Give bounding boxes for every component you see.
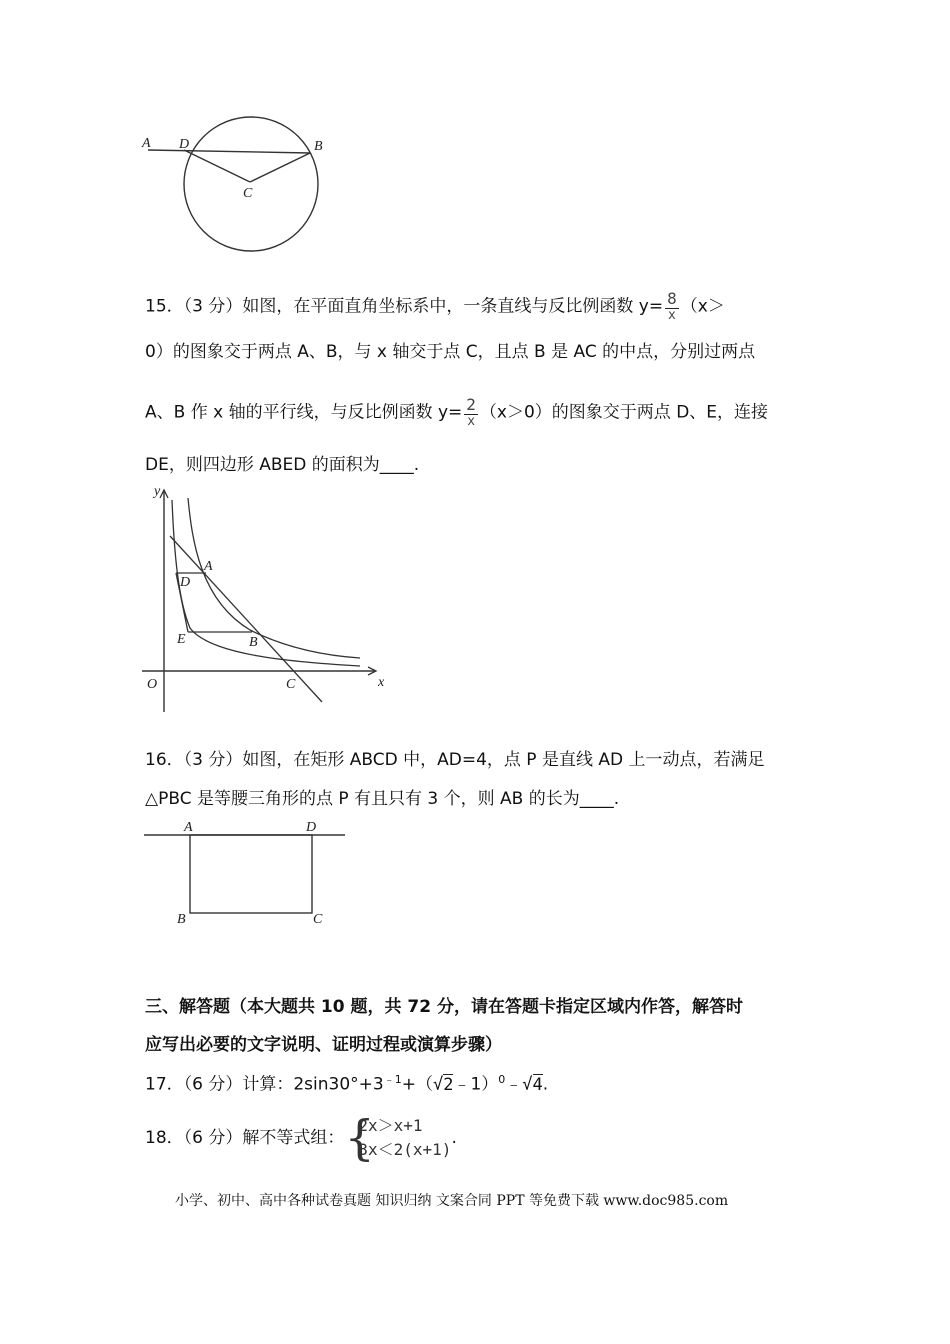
inequality-1: 2x＞x+1 [358,1116,423,1135]
label-o: O [147,677,158,692]
label-e: E [177,632,186,647]
q15-text-1b: （x＞ [680,296,725,317]
inequality-2: 3x＜2(x+1) [358,1140,452,1159]
q15-text-1a: 如图，在平面直角坐标系中，一条直线与反比例函数 y= [242,296,664,317]
q15-line2: 0）的图象交于两点 A、B，与 x 轴交于点 C，且点 B 是 AC 的中点，分别过两点 [145,342,756,362]
q15-line1 [145,290,725,323]
figure-circle [140,110,340,260]
circle-shape [184,117,318,251]
label-a: A [142,136,151,151]
q16-line1: 16．（3 分）如图，在矩形 ABCD 中，AD=4，点 P 是直线 AD 上一动点，若满足 [145,750,765,770]
label-d: D [180,575,191,590]
label-y: y [154,484,161,499]
q17-dash: ﹣ [505,1074,523,1095]
q15-text-3a: A、B 作 x 轴的平行线，与反比例函数 y= [145,402,463,423]
fraction-8-over-x: $\frac{8}{x}$ [667,289,677,323]
line-ac [170,536,322,702]
label-b: B [314,139,323,154]
q17-exponent-0: 0 [498,1073,506,1086]
segment-dc [184,150,250,182]
q18-line [145,1110,457,1166]
q17-exponent-neg1: ﹣1 [383,1073,402,1086]
section3-line1: 三、解答题（本大题共 10 题，共 72 分，请在答题卡指定区域内作答，解答时 [145,997,743,1017]
q18-prefix: 18．（6 分）解不等式组： [145,1128,345,1148]
brace-icon: { [344,1110,375,1166]
sqrt-2: √2 [432,1074,454,1095]
curve-8-over-x [188,498,360,658]
figure-coordinate-plane [140,480,400,720]
q17-end: . [542,1074,549,1095]
page-footer: 小学、初中、高中各种试卷真题 知识归纳 文案合同 PPT 等免费下载 www.doc985.com [175,1193,729,1209]
label-c: C [243,186,253,201]
label-a: A [184,820,193,835]
label-x: x [378,675,385,690]
label-b: B [249,635,258,650]
figure-rectangle [140,815,355,930]
q17-paren-open: +（ [401,1074,433,1095]
section3-line2: 应写出必要的文字说明、证明过程或演算步骤） [145,1035,502,1055]
label-c: C [313,912,323,927]
label-d: D [306,820,317,835]
q17-line [145,1070,548,1095]
q15-line4: DE，则四边形 ABED 的面积为____. [145,455,420,475]
q15-line3 [145,396,768,429]
label-c: C [286,677,296,692]
label-d: D [179,137,190,152]
label-b: B [177,912,186,927]
q17-prefix: 17．（6 分）计算：2sin30°+3 [145,1074,384,1095]
segment-bc [250,153,310,182]
q18-end: . [451,1128,457,1148]
inequality-system [344,1110,452,1166]
segment-ab [148,150,310,153]
q16-line2: △PBC 是等腰三角形的点 P 有且只有 3 个，则 AB 的长为____. [145,789,620,809]
q15-text-3b: （x＞0）的图象交于两点 D、E，连接 [479,402,769,423]
fraction-2-over-x: $\frac{2}{x}$ [466,395,476,429]
q15-number: 15． [145,296,184,317]
label-a: A [204,559,213,574]
q15-score: （3 分） [183,296,243,317]
sqrt-4: √4 [522,1074,543,1095]
rectangle-abcd [190,835,312,913]
q17-minus-one: ﹣1） [453,1074,499,1095]
